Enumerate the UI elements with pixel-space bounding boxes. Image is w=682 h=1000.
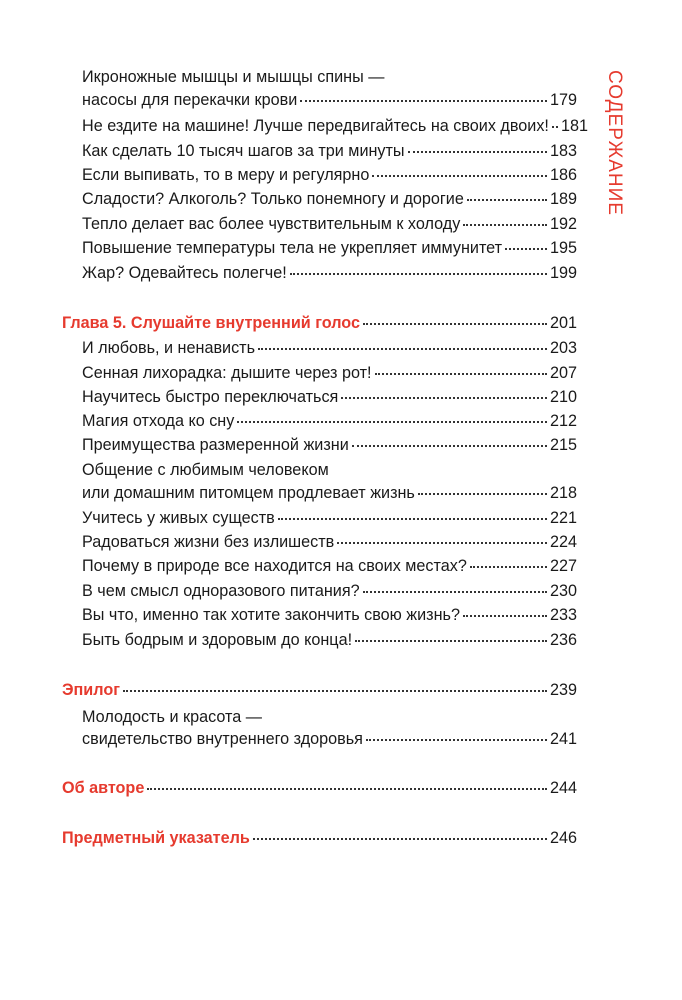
toc-entry-title: И любовь, и ненависть <box>82 339 256 357</box>
toc-entry-page: 227 <box>549 557 577 575</box>
toc-entry[interactable] <box>82 262 577 284</box>
toc-entry-title: Быть бодрым и здоровым до конца! <box>82 631 353 649</box>
dot-leader <box>337 542 547 544</box>
toc-entry-page: 212 <box>549 412 577 430</box>
toc-entry-title: или домашним питомцем продлевает жизнь <box>82 484 415 502</box>
chapter-title: Эпилог <box>62 681 120 699</box>
toc-entry-page: 210 <box>549 388 577 406</box>
toc-entry[interactable] <box>82 604 577 626</box>
toc-entry-title: насосы для перекачки крови <box>82 91 298 109</box>
dot-leader <box>375 373 547 375</box>
toc-entry[interactable] <box>82 237 577 259</box>
dot-leader <box>123 690 547 692</box>
toc-entry-page: 186 <box>549 166 577 184</box>
toc-entry[interactable] <box>82 629 577 651</box>
toc-entry[interactable] <box>82 164 577 186</box>
toc-entry-first-line: Икроножные мышцы и мышцы спины — <box>82 68 385 86</box>
toc-entry-title: Повышение температуры тела не укрепляет иммунитет <box>82 239 503 257</box>
side-title: СОДЕРЖАНИЕ <box>604 70 625 216</box>
chapter-page: 239 <box>549 681 577 699</box>
toc-entry-page: 181 <box>560 117 588 135</box>
toc-entry-title: Сенная лихорадка: дышите через рот! <box>82 364 372 382</box>
dot-leader <box>363 323 547 325</box>
toc-entry-title: Тепло делает вас более чувствительным к холоду <box>82 215 461 233</box>
toc-entry-page: 233 <box>549 606 577 624</box>
toc-entry[interactable] <box>82 386 577 408</box>
toc-entry-title: Преимущества размеренной жизни <box>82 436 349 454</box>
toc-entry[interactable] <box>82 555 577 577</box>
toc-entry[interactable] <box>82 140 577 162</box>
dot-leader <box>278 518 547 520</box>
dot-leader <box>363 591 547 593</box>
dot-leader <box>470 566 547 568</box>
dot-leader <box>258 348 547 350</box>
toc-entry[interactable] <box>82 434 577 456</box>
toc-entry[interactable] <box>82 115 588 137</box>
toc-about-author[interactable] <box>62 777 577 799</box>
toc-entry-page: 192 <box>549 215 577 233</box>
dot-leader <box>552 126 558 128</box>
dot-leader <box>418 493 547 495</box>
toc-entry-page: 221 <box>549 509 577 527</box>
dot-leader <box>253 838 547 840</box>
toc-entry-title: Не ездите на машине! Лучше передвигайтесь на своих двоих! <box>82 117 549 135</box>
toc-entry[interactable] <box>82 213 577 235</box>
toc-entry-page: 241 <box>549 730 577 748</box>
toc-entry-title: Как сделать 10 тысяч шагов за три минуты <box>82 142 405 160</box>
toc-epilogue[interactable] <box>62 679 577 701</box>
toc-entry[interactable] <box>82 507 577 529</box>
toc-entry-title: Учитесь у живых существ <box>82 509 275 527</box>
dot-leader <box>355 640 547 642</box>
toc-entry-title: Научитесь быстро переключаться <box>82 388 339 406</box>
toc-entry-page: 218 <box>549 484 577 502</box>
toc-entry-page: 224 <box>549 533 577 551</box>
toc-entry-page: 207 <box>549 364 577 382</box>
toc-entry-title: Почему в природе все находится на своих местах? <box>82 557 467 575</box>
dot-leader <box>300 100 547 102</box>
toc-entry[interactable] <box>82 728 577 750</box>
dot-leader <box>366 739 547 741</box>
toc-entry-title: Магия отхода ко сну <box>82 412 235 430</box>
chapter-title: Глава 5. Слушайте внутренний голос <box>62 314 360 332</box>
toc-entry-page: 215 <box>549 436 577 454</box>
chapter-page: 244 <box>549 779 577 797</box>
toc-chapter-5[interactable] <box>62 312 577 334</box>
chapter-page: 201 <box>549 314 577 332</box>
toc-entry-page: 236 <box>549 631 577 649</box>
toc-entry-page: 230 <box>549 582 577 600</box>
dot-leader <box>467 199 547 201</box>
toc-entry-first-line: Общение с любимым человеком <box>82 461 329 479</box>
dot-leader <box>352 445 547 447</box>
dot-leader <box>147 788 547 790</box>
toc-entry[interactable] <box>82 89 577 111</box>
chapter-title: Предметный указатель <box>62 829 250 847</box>
dot-leader <box>237 421 547 423</box>
chapter-title: Об авторе <box>62 779 145 797</box>
toc-entry-title: Вы что, именно так хотите закончить свою жизнь? <box>82 606 460 624</box>
toc-entry-title: свидетельство внутреннего здоровья <box>82 730 363 748</box>
toc-entry[interactable] <box>82 531 577 553</box>
dot-leader <box>505 248 547 250</box>
toc-entry[interactable] <box>82 410 577 432</box>
chapter-page: 246 <box>549 829 577 847</box>
toc-index[interactable] <box>62 827 577 849</box>
dot-leader <box>372 175 547 177</box>
toc-entry-first-line: Молодость и красота — <box>82 708 262 726</box>
toc-entry-page: 195 <box>549 239 577 257</box>
toc-entry-title: Сладости? Алкоголь? Только понемногу и дорогие <box>82 190 464 208</box>
dot-leader <box>290 273 547 275</box>
toc-entry[interactable] <box>82 580 577 602</box>
dot-leader <box>463 224 547 226</box>
toc-entry[interactable] <box>82 188 577 210</box>
toc-entry-title: В чем смысл одноразового питания? <box>82 582 360 600</box>
toc-entry[interactable] <box>82 337 577 359</box>
dot-leader <box>341 397 547 399</box>
toc-entry-page: 183 <box>549 142 577 160</box>
toc-entry[interactable] <box>82 362 577 384</box>
dot-leader <box>463 615 547 617</box>
toc-entry-title: Если выпивать, то в меру и регулярно <box>82 166 370 184</box>
toc-entry-title: Жар? Одевайтесь полегче! <box>82 264 287 282</box>
dot-leader <box>408 151 547 153</box>
toc-entry-page: 189 <box>549 190 577 208</box>
toc-entry-title: Радоваться жизни без излишеств <box>82 533 335 551</box>
toc-entry-page: 179 <box>549 91 577 109</box>
toc-entry-page: 203 <box>549 339 577 357</box>
toc-entry-page: 199 <box>549 264 577 282</box>
toc-entry[interactable] <box>82 482 577 504</box>
